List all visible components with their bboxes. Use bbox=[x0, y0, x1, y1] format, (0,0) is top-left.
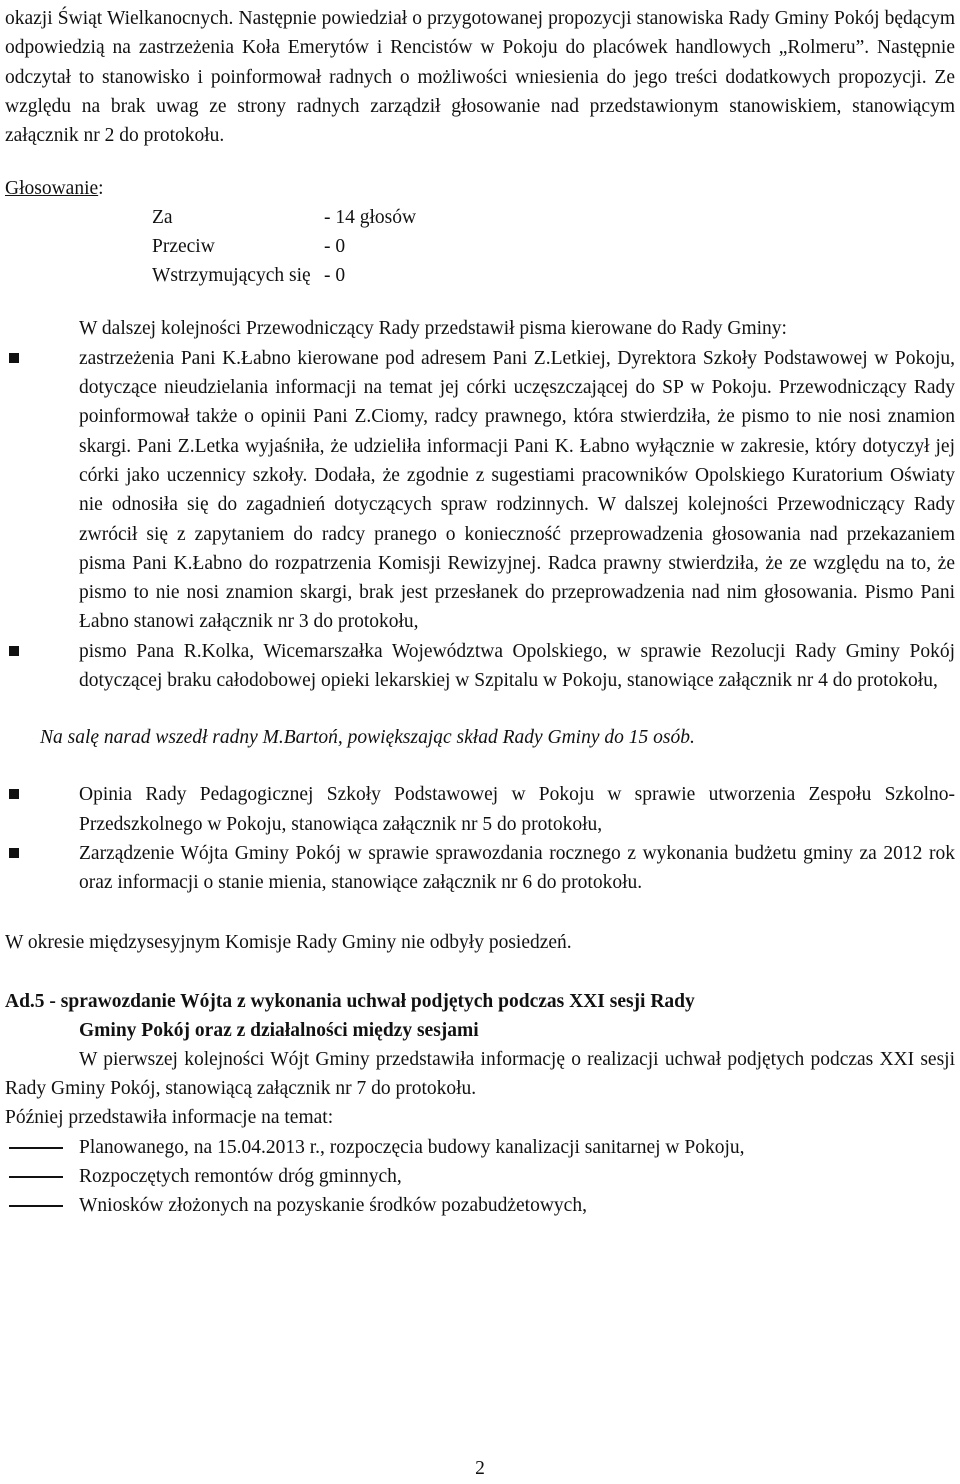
square-bullet-icon bbox=[9, 646, 19, 656]
square-bullet-icon bbox=[9, 353, 19, 363]
vote-label: Wstrzymujących się bbox=[152, 265, 311, 287]
intro-paragraph: okazji Świąt Wielkanocnych. Następnie powiedział o przygotowanej propozycji stanowiska Rady Gminy Pokój będącym odpowiedzią na zastrzeżenia Koła Emerytów i Rencistów w Pokoju do placówek handlowych „Rolmeru”. Następnie odczytał to stanowisko i poinformował radnych o możliwości wniesienia do jego treści dodatkowych propozycji. Ze względu na brak uwag ze strony radnych zarządził głosowanie nad przedstawionym stanowiskiem, stanowiącym załącznik nr 2 do protokołu. bbox=[5, 8, 955, 147]
list-item bbox=[5, 780, 955, 839]
vote-row-za bbox=[152, 203, 955, 232]
commissions-note: W okresie międzysesyjnym Komisje Rady Gminy nie odbyły posiedzeń. bbox=[5, 931, 572, 953]
vote-row-przeciw bbox=[152, 232, 955, 261]
later-info: Później przedstawiła informacje na temat: bbox=[5, 1107, 334, 1129]
list-item-text: pismo Pana R.Kolka, Wicemarszałka Województwa Opolskiego, w sprawie Rezolucji Rady Gminy Pokój dotyczącej braku całodobowej opieki lekarskiej w Szpitalu w Pokoju, stanowiące załącznik nr 4 do protokołu, bbox=[79, 640, 955, 692]
italic-note: Na salę narad wszedł radny M.Bartoń, powiększając skład Rady Gminy do 15 osób. bbox=[40, 727, 695, 749]
section-heading-line2: Gminy Pokój oraz z działalności między sesjami bbox=[79, 1019, 479, 1041]
list-item bbox=[5, 1162, 955, 1191]
list-item bbox=[5, 637, 955, 696]
dash-bullet-icon bbox=[9, 1176, 63, 1178]
list-item-text: Rozpoczętych remontów dróg gminnych, bbox=[79, 1165, 402, 1187]
list-item bbox=[5, 1191, 955, 1220]
square-bullet-icon bbox=[9, 789, 19, 799]
list-item-text: Wniosków złożonych na pozyskanie środków pozabudżetowych, bbox=[79, 1194, 587, 1216]
list-item bbox=[5, 1133, 955, 1162]
document-page bbox=[5, 4, 955, 1220]
square-bullet-icon bbox=[9, 848, 19, 858]
dash-bullet-icon bbox=[9, 1147, 63, 1149]
list-item bbox=[5, 344, 955, 637]
list-item-text: Planowanego, na 15.04.2013 r., rozpoczęcia budowy kanalizacji sanitarnej w Pokoju, bbox=[79, 1136, 745, 1158]
list-item bbox=[5, 839, 955, 898]
section-heading bbox=[5, 987, 955, 1045]
voting-heading bbox=[5, 174, 955, 203]
letters-intro: W dalszej kolejności Przewodniczący Rady przedstawił pisma kierowane do Rady Gminy: bbox=[79, 318, 787, 340]
documents-list bbox=[5, 780, 955, 897]
voting-results bbox=[152, 203, 955, 290]
section-paragraph: W pierwszej kolejności Wójt Gminy przedstawiła informację o realizacji uchwał podjętych podczas XXI sesji Rady Gminy Pokój, stanowiącą załącznik nr 7 do protokołu. bbox=[5, 1048, 955, 1100]
vote-label: Za bbox=[152, 207, 173, 229]
letters-list bbox=[5, 344, 955, 696]
section-heading-line1: Ad.5 - sprawozdanie Wójta z wykonania uchwał podjętych podczas XXI sesji Rady bbox=[5, 990, 695, 1012]
list-item-text: Zarządzenie Wójta Gminy Pokój w sprawie sprawozdania rocznego z wykonania budżetu gminy za 2012 rok oraz informacji o stanie mienia, stanowiące załącznik nr 6 do protokołu. bbox=[79, 842, 955, 894]
list-item-text: zastrzeżenia Pani K.Łabno kierowane pod adresem Pani Z.Letkiej, Dyrektora Szkoły Podstawowej w Pokoju, dotyczące nieudzielania informacji na temat jej córki uczęszczającej do SP w Pokoju. Przewodniczący Rady poinformował także o opinii Pani Z.Ciomy, radcy prawnego, która stwierdziła, że pismo to nie nosi znamion skargi. Pani Z.Letka wyjaśniła, że udzieliła informacji Pani K. Łabno wyłącznie w zakresie, który dotyczył jej córki jako uczennicy szkoły. Dodała, że zgodnie z sugestiami pracowników Opolskiego Kuratorium Oświaty nie odnosiła się do zagadnień dotyczących spraw rodzinnych. W dalszej kolejności Przewodniczący Rady zwrócił się z zapytaniem do radcy pranego o konieczność przeprowadzenia głosowania nad przekazaniem pisma Pani K.Łabno do rozpatrzenia Komisji Rewizyjnej. Radca prawny stwierdziła, że ze względu na to, że pismo to nie nosi znamion skargi, brak jest przesłanek do przeprowadzenia nad nim głosowania. Pismo Pani Łabno stanowi załącznik nr 3 do protokołu, bbox=[79, 347, 955, 633]
dash-bullet-icon bbox=[9, 1205, 63, 1207]
vote-row-wstrzymujacy bbox=[152, 261, 955, 290]
vote-value: - 0 bbox=[324, 265, 346, 287]
page-number: 2 bbox=[475, 1458, 485, 1479]
list-item-text: Opinia Rady Pedagogicznej Szkoły Podstawowej w Pokoju w sprawie utworzenia Zespołu Szkolno-Przedszkolnego w Pokoju, stanowiąca załącznik nr 5 do protokołu, bbox=[79, 784, 955, 835]
vote-label: Przeciw bbox=[152, 236, 215, 258]
voting-heading-label: Głosowanie bbox=[5, 178, 99, 200]
vote-value: - 0 bbox=[324, 236, 346, 258]
topics-list bbox=[5, 1133, 955, 1220]
voting-heading-colon: : bbox=[98, 178, 104, 200]
vote-value: - 14 głosów bbox=[324, 207, 417, 229]
